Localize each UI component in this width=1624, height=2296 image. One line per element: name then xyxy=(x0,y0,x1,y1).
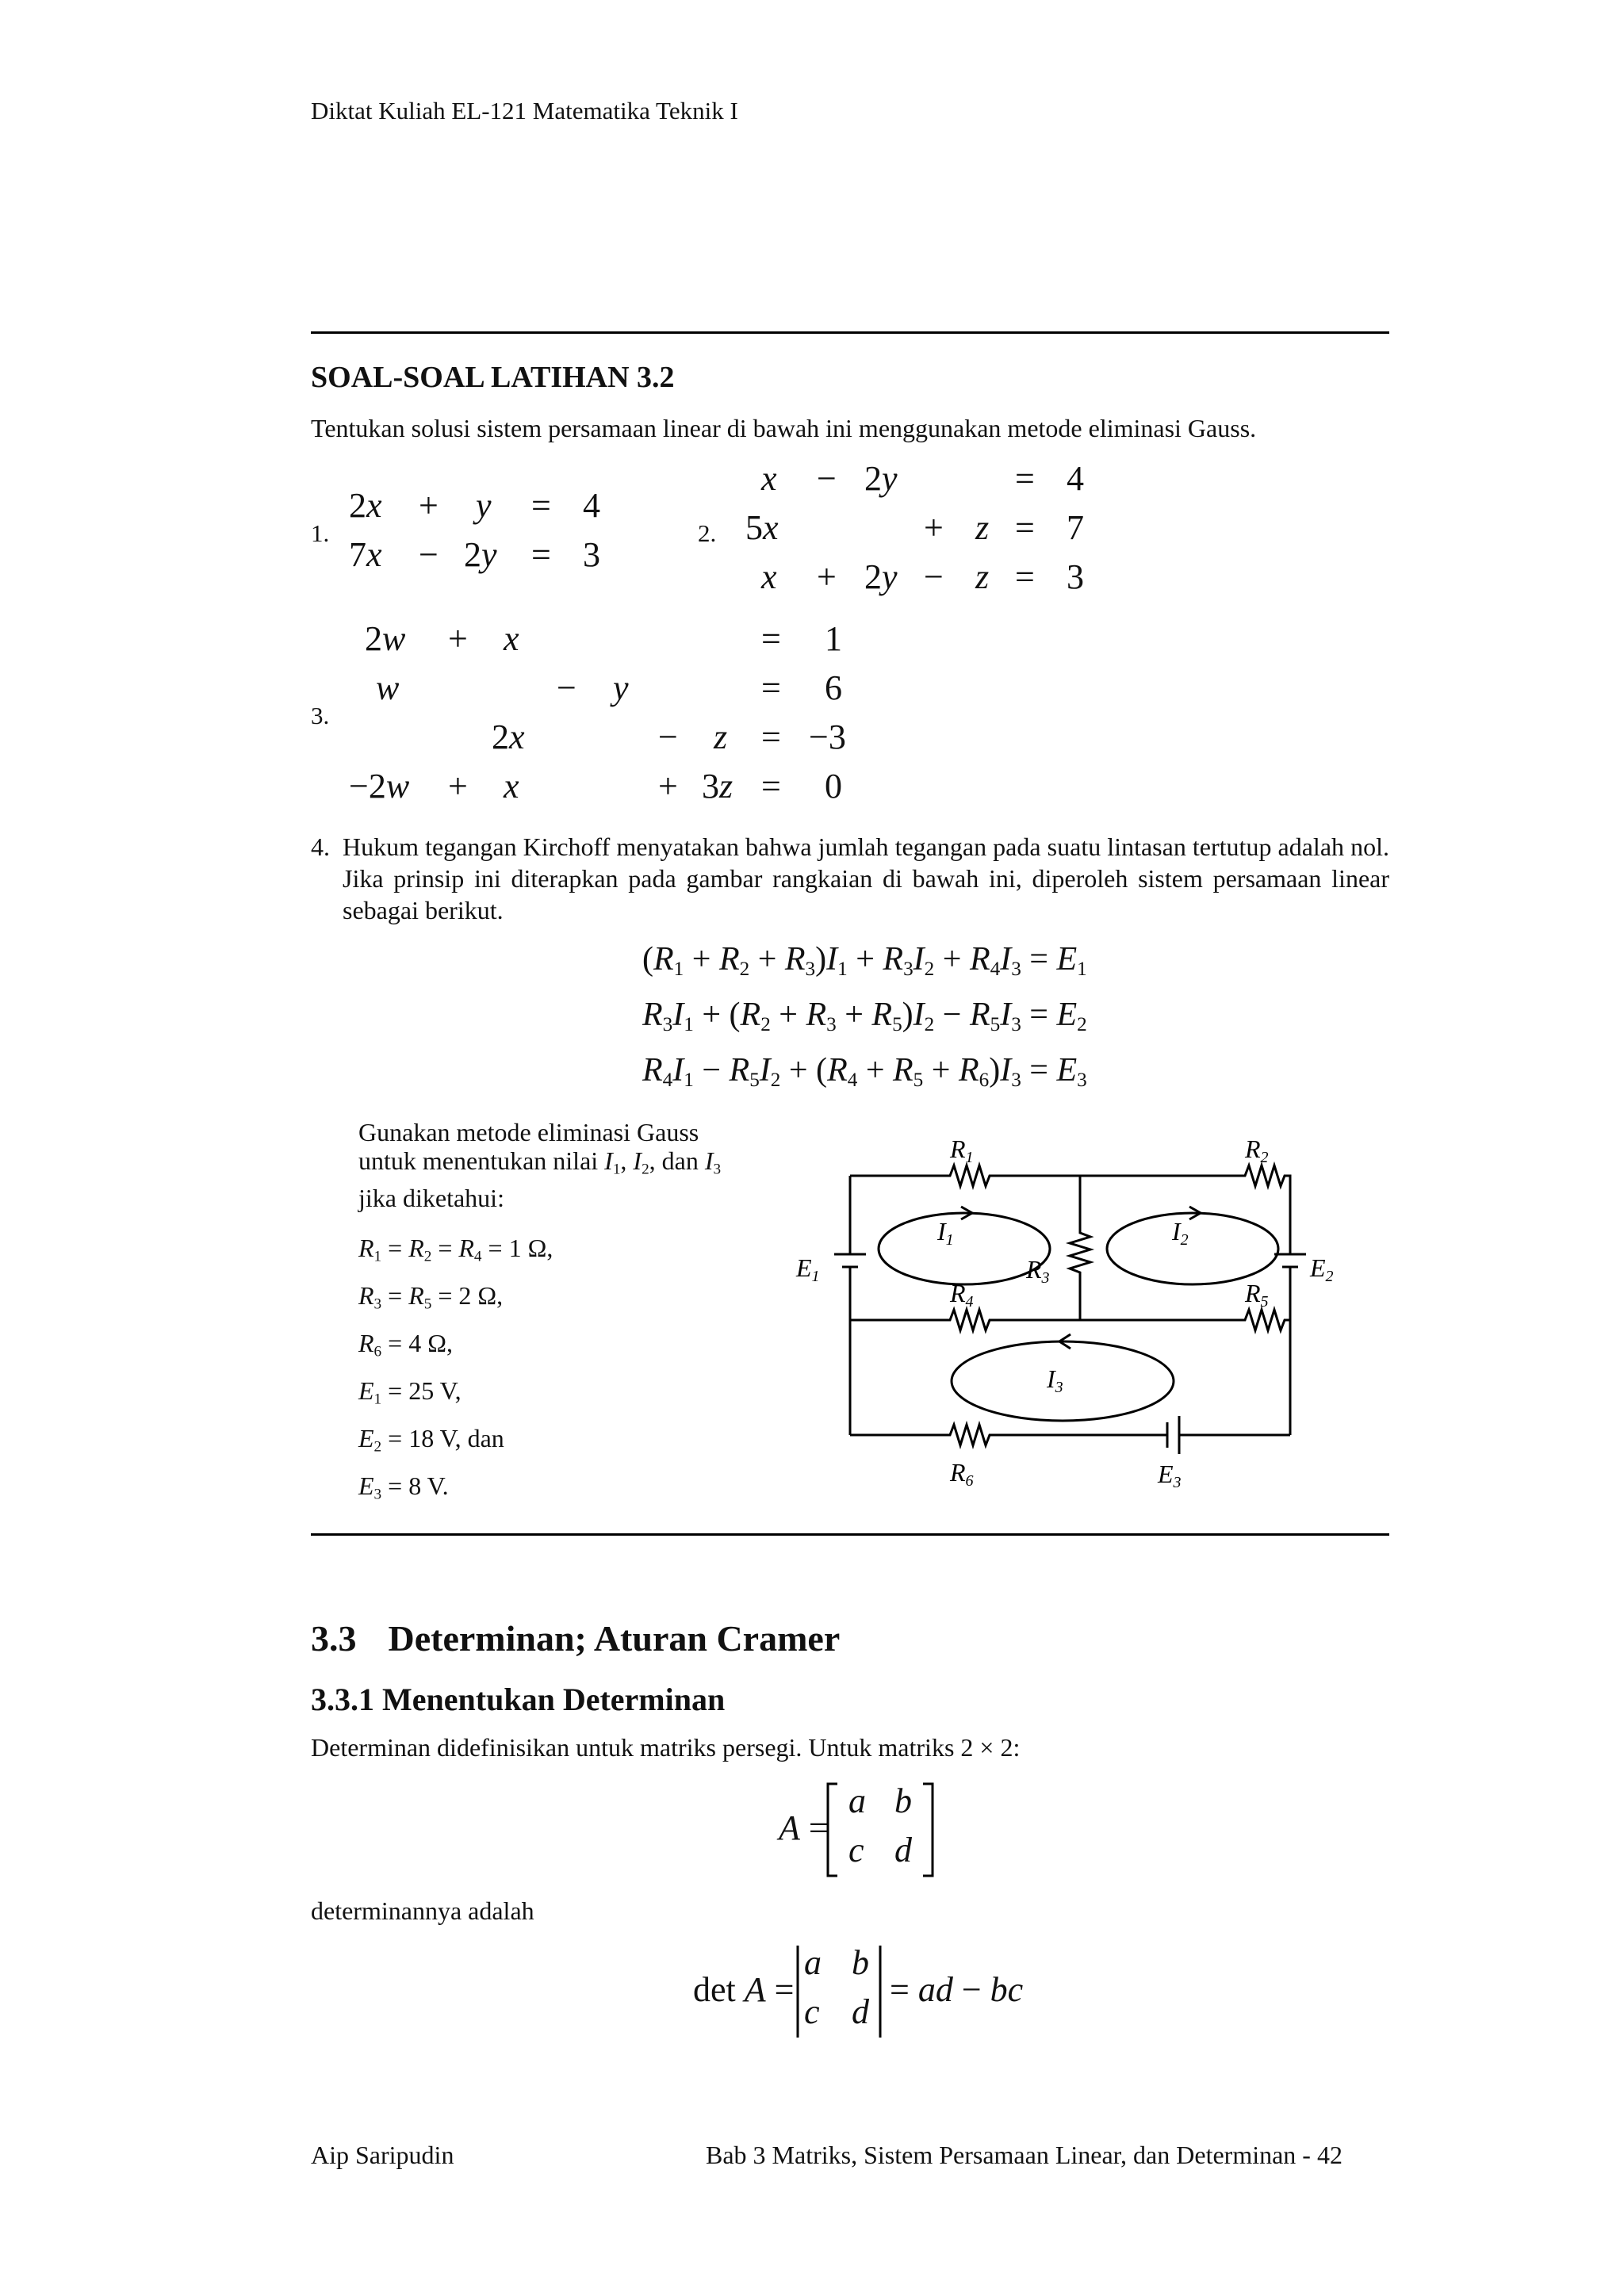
section-instruction: Tentukan solusi sistem persamaan linear di bawah ini menggunakan metode eliminasi Gauss. xyxy=(311,414,1257,442)
section-title: SOAL-SOAL LATIHAN 3.2 xyxy=(311,361,675,394)
label-R1: R1 xyxy=(950,1135,974,1166)
label-E3: E3 xyxy=(1158,1460,1182,1491)
given-1: $R_1 = R_2 = R_4 = 1$ Ω, xyxy=(358,1234,553,1265)
top-rule xyxy=(311,331,1389,334)
instruction-line-2: untuk menentukan nilai $I_1$, $I_2$, dan $I_3$ xyxy=(358,1146,722,1178)
label-I2: I2 xyxy=(1172,1217,1189,1249)
kirchhoff-eq-1: $(R_1 + R_2 + R_3)I_1 + R_3I_2 + R_4I_3 = E_1$ xyxy=(642,941,1087,981)
problem-4-instruction xyxy=(358,1118,721,1212)
section-3-3-heading: 3.3 Determinan; Aturan Cramer xyxy=(311,1618,841,1659)
matrix-A-label: A = xyxy=(779,1808,829,1847)
problem-3-system: 2w + x = 1 w − y = 6 2x − z = −3 −2w + x + 3z = 0 xyxy=(349,619,846,806)
label-R3: R3 xyxy=(1026,1255,1050,1287)
label-E2: E2 xyxy=(1310,1253,1334,1285)
given-3: $R_6 = 4$ Ω, xyxy=(358,1329,453,1360)
page-header: Diktat Kuliah EL-121 Matematika Teknik I xyxy=(311,97,738,124)
given-2: $R_3 = R_5 = 2$ Ω, xyxy=(358,1281,504,1313)
problem-3-label: 3. xyxy=(311,702,330,729)
instruction-line-3: jika diketahui: xyxy=(358,1184,504,1213)
section-3-3-1-heading: 3.3.1 Menentukan Determinan xyxy=(311,1682,726,1717)
section-3-3-text2: determinannya adalah xyxy=(311,1896,534,1925)
problem-1-system: 2x + y = 4 7x − 2y = 3 xyxy=(349,486,600,574)
label-E1: E1 xyxy=(796,1253,820,1285)
kirchhoff-eq-2: $R_3I_1 + (R_2 + R_3 + R_5)I_2 - R_5I_3 = E_2$ xyxy=(642,997,1087,1036)
given-6: $E_3 = 8$ V. xyxy=(358,1471,449,1503)
label-R4: R4 xyxy=(950,1279,974,1311)
problem-1-label: 1. xyxy=(311,519,330,547)
circuit-diagram xyxy=(793,1126,1348,1506)
problem-2-label: 2. xyxy=(698,519,717,547)
label-R2: R2 xyxy=(1245,1135,1269,1166)
bottom-rule xyxy=(311,1533,1389,1536)
problem-4-text: Hukum tegangan Kirchoff menyatakan bahwa jumlah tegangan pada suatu lintasan tertutup adalah nol. Jika prinsip ini diterapkan pada gambar rangkaian di bawah ini, diperoleh sistem persamaan linear sebagai berikut. xyxy=(343,832,1389,924)
instruction-line-1: Gunakan metode eliminasi Gauss xyxy=(358,1118,699,1146)
problem-2-system: x − 2y = 4 5x + z = 7 x + 2y − z = 3 xyxy=(745,459,1084,596)
given-4: $E_1 = 25$ V, xyxy=(358,1376,462,1408)
matrix-A-brackets xyxy=(825,1781,936,1879)
footer-author: Aip Saripudin xyxy=(311,2141,454,2169)
label-I1: I1 xyxy=(937,1217,954,1249)
label-I3: I3 xyxy=(1047,1364,1063,1396)
label-R6: R6 xyxy=(950,1458,974,1490)
det-expression-right: = ad − bc xyxy=(890,1970,1024,2009)
problem-4-label: 4. xyxy=(311,832,330,861)
footer-chapter: Bab 3 Matriks, Sistem Persamaan Linear, dan Determinan - 42 xyxy=(706,2141,1342,2169)
problem-4-paragraph xyxy=(311,831,1389,926)
label-R5: R5 xyxy=(1245,1279,1269,1311)
kirchhoff-eq-3: $R_4I_1 - R_5I_2 + (R_4 + R_5 + R_6)I_3 = E_3$ xyxy=(642,1052,1087,1092)
section-3-3-text1: Determinan didefinisikan untuk matriks persegi. Untuk matriks 2 × 2: xyxy=(311,1733,1021,1762)
det-expression-left: det A = xyxy=(693,1970,795,2009)
given-5: $E_2 = 18$ V, dan xyxy=(358,1424,504,1456)
